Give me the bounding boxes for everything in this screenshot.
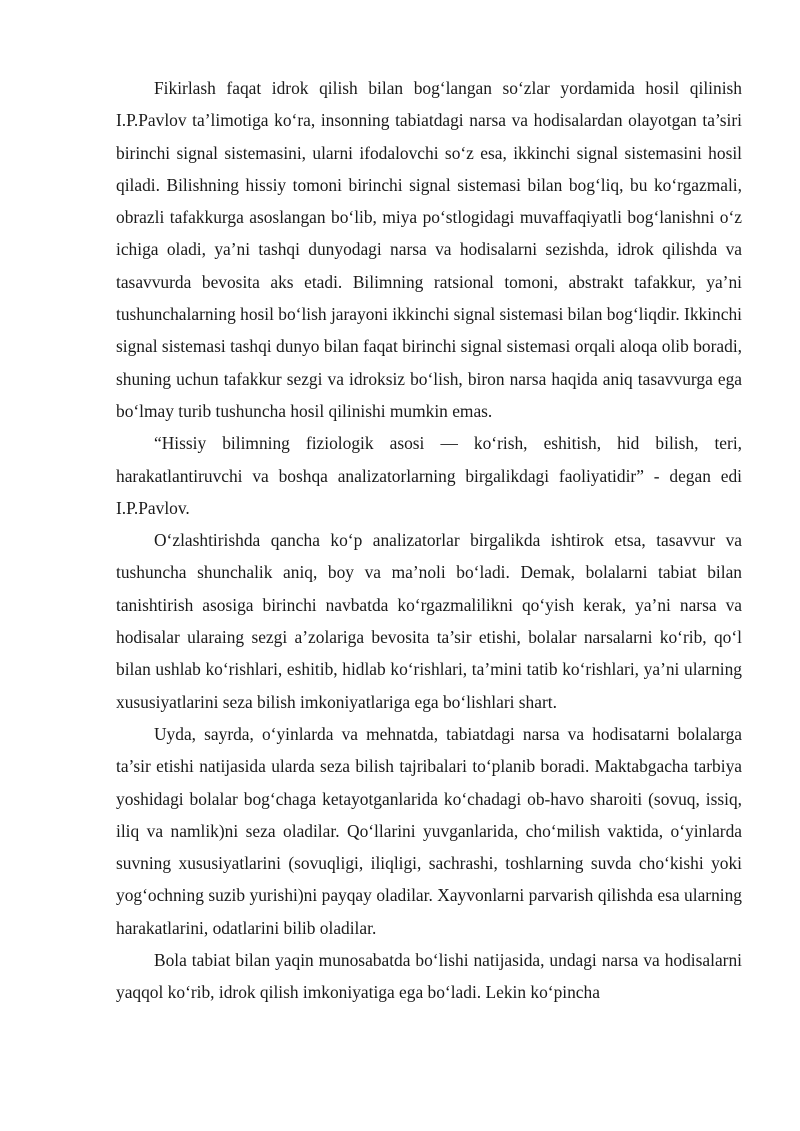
paragraph-tajribalar: Uyda, sayrda, o‘yinlarda va mehnatda, tabiatdagi narsa va hodisatarni bolalarga ta’sir etishi natijasida ularda seza bilish tajribalari to‘planib boradi. Maktabgacha tarbiya yoshidagi bolalar bog‘chaga ketayotganlarida ko‘chadagi ob-havo sharoiti (sovuq, issiq, iliq va namlik)ni seza oladilar. Qo‘llarini yuvganlarida, cho‘milish vaktida, o‘yinlarda suvning xususiyatlarini (sovuqligi, iliqligi, sachrashi, toshlarning suvda cho‘kishi yoki yog‘ochning suzib yurishi)ni payqay oladilar. Xayvonlarni parvarish qilishda esa ularning harakatlarini, odatlarini bilib oladilar. xyxy=(116,723,742,938)
document-page xyxy=(116,72,742,1009)
paragraph-bola-tabiat: Bola tabiat bilan yaqin munosabatda bo‘lishi natijasida, undagi narsa va hodisalarni yaqqol ko‘rib, idrok qilish imkoniyatiga ega bo‘ladi. Lekin ko‘pincha xyxy=(116,950,742,1003)
paragraph-analizatorlar: O‘zlashtirishda qancha ko‘p analizatorlar birgalikda ishtirok etsa, tasavvur va tushuncha shunchalik aniq, boy va ma’noli bo‘ladi. Demak, bolalarni tabiat bilan tanishtirish asosiga birinchi navbatda ko‘rgazmalilikni qo‘yish kerak, ya’ni narsa va hodisalar ularaing sezgi a’zolariga bevosita ta’sir etishi, bolalar narsalarni ko‘rib, qo‘l bilan ushlab ko‘rishlari, eshitib, hidlab ko‘rishlari, ta’mini tatib ko‘rishlari, ya’ni ularning xususiyatlarini seza bilish imkoniyatlariga ega bo‘lishlari shart. xyxy=(116,530,742,712)
paragraph-fikirlash: Fikirlash faqat idrok qilish bilan bog‘langan so‘zlar yordamida hosil qilinish I.P.Pavlov ta’limotiga ko‘ra, insonning tabiatdagi narsa va hodisalardan olayotgan ta’siri birinchi signal sistemasini, ularni ifodalovchi so‘z esa, ikkinchi signal sistemasini hosil qiladi. Bilishning hissiy tomoni birinchi signal sistemasi bilan bog‘liq, bu ko‘rgazmali, obrazli tafakkurga asoslangan bo‘lib, miya po‘stlogidagi muvaffaqiyatli bog‘lanishni o‘z ichiga oladi, ya’ni tashqi dunyodagi narsa va hodisalarni sezishda, idrok qilishda va tasavvurda bevosita aks etadi. Bilimning ratsional tomoni, abstrakt tafakkur, ya’ni tushunchalarning hosil bo‘lish jarayoni ikkinchi signal sistemasi bilan bog‘liqdir. Ikkinchi signal sistemasi tashqi dunyo bilan faqat birinchi signal sistemasi orqali aloqa olib boradi, shuning uchun tafakkur sezgi va idroksiz bo‘lish, biron narsa haqida aniq tasavvurga ega bo‘lmay turib tushuncha hosil qilinishi mumkin emas. xyxy=(116,78,742,421)
paragraph-pavlov-quote: “Hissiy bilimning fiziologik asosi — ko‘rish, eshitish, hid bilish, teri, harakatlantiruvchi va boshqa analizatorlarning birgalikdagi faoliyatidir” - degan edi I.P.Pavlov. xyxy=(116,433,742,518)
